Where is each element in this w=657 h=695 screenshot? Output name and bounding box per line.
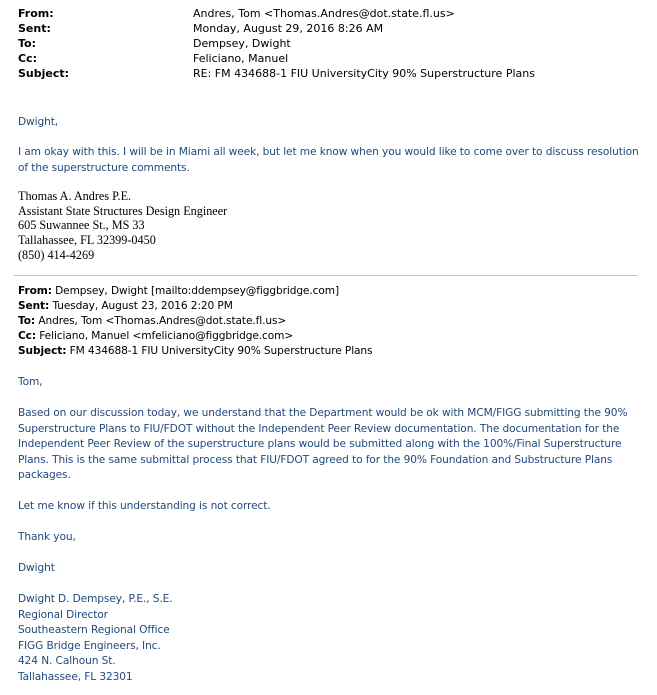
original-sent-row	[18, 299, 233, 314]
original-paragraph-line: Independent Peer Review of the superstructure plans would be submitted along with the 100%/Final Superstructure	[18, 438, 622, 450]
original-signature	[18, 592, 173, 685]
reply-from-value: Andres, Tom <Thomas.Andres@dot.state.fl.us>	[193, 7, 455, 20]
original-paragraph-line: Plans. This is the same submittal process that FIU/FDOT agreed to for the 90% Foundation and Substructure Plans	[18, 453, 613, 466]
reply-paragraph	[18, 145, 639, 176]
original-followup: Let me know if this understanding is not correct.	[18, 500, 271, 512]
original-subject-label: Subject:	[18, 345, 67, 357]
original-signature-line: Dwight D. Dempsey, P.E., S.E.	[18, 593, 173, 605]
reply-to-label: To:	[18, 37, 36, 50]
reply-to-row	[18, 36, 291, 51]
reply-from-row	[18, 6, 455, 21]
reply-greeting: Dwight,	[18, 116, 59, 128]
original-sent-label: Sent:	[18, 300, 50, 312]
original-cc-value: Feliciano, Manuel <mfeliciano@figgbridge.com>	[36, 330, 294, 342]
original-to-label: To:	[18, 315, 36, 327]
original-signature-line: Regional Director	[18, 608, 108, 621]
original-cc-label: Cc:	[18, 330, 36, 342]
original-from-value: Dempsey, Dwight [mailto:ddempsey@figgbridge.com]	[51, 285, 339, 297]
reply-subject-value: RE: FM 434688-1 FIU UniversityCity 90% Superstructure Plans	[193, 67, 535, 80]
original-from-label: From:	[18, 285, 52, 297]
reply-from-label: From:	[18, 7, 54, 20]
reply-cc-value: Feliciano, Manuel	[193, 52, 289, 65]
original-cc-row	[18, 329, 293, 344]
original-from-row	[18, 284, 339, 299]
original-to-value: Andres, Tom <Thomas.Andres@dot.state.fl.us>	[35, 315, 287, 327]
signature-title: Assistant State Structures Design Engineer	[18, 203, 228, 218]
signature-phone: (850) 414-4269	[18, 247, 95, 262]
original-paragraph-line: Superstructure Plans to FIU/FDOT without the Independent Peer Review documentation. The documentation for the	[18, 422, 620, 435]
original-paragraph	[18, 406, 627, 484]
original-subject-value: FM 434688-1 FIU UniversityCity 90% Superstructure Plans	[66, 345, 373, 357]
reply-to-value: Dempsey, Dwight	[193, 37, 291, 50]
original-to-row	[18, 314, 286, 329]
reply-paragraph-line: of the superstructure comments.	[18, 161, 190, 174]
original-signature-line: Tallahassee, FL 32301	[18, 670, 133, 683]
signature-name: Thomas A. Andres P.E.	[18, 189, 132, 203]
original-greeting: Tom,	[18, 376, 43, 388]
original-signoff: Dwight	[18, 562, 55, 574]
reply-cc-row	[18, 51, 288, 66]
original-signature-line: 424 N. Calhoun St.	[18, 655, 116, 667]
reply-signature	[18, 189, 227, 263]
original-paragraph-line: packages.	[18, 469, 71, 481]
reply-paragraph-line: I am okay with this. I will be in Miami all week, but let me know when you would like to come over to discuss resolution	[18, 146, 639, 158]
signature-address-line: 605 Suwannee St., MS 33	[18, 218, 145, 233]
signature-address-line: Tallahassee, FL 32399-0450	[18, 233, 156, 248]
reply-sent-value: Monday, August 29, 2016 8:26 AM	[193, 22, 384, 35]
reply-cc-label: Cc:	[18, 52, 37, 65]
reply-sent-row	[18, 21, 383, 36]
original-signature-line: Southeastern Regional Office	[18, 624, 170, 636]
reply-subject-label: Subject:	[18, 67, 70, 80]
original-subject-row	[18, 344, 372, 359]
original-paragraph-line: Based on our discussion today, we understand that the Department would be ok with MCM/FIGG submitting the 90%	[18, 407, 628, 419]
reply-sent-label: Sent:	[18, 22, 51, 35]
reply-subject-row	[18, 66, 535, 81]
original-signature-line: FIGG Bridge Engineers, Inc.	[18, 639, 161, 652]
original-closing: Thank you,	[18, 531, 76, 543]
original-sent-value: Tuesday, August 23, 2016 2:20 PM	[49, 300, 233, 312]
message-divider	[14, 275, 638, 276]
